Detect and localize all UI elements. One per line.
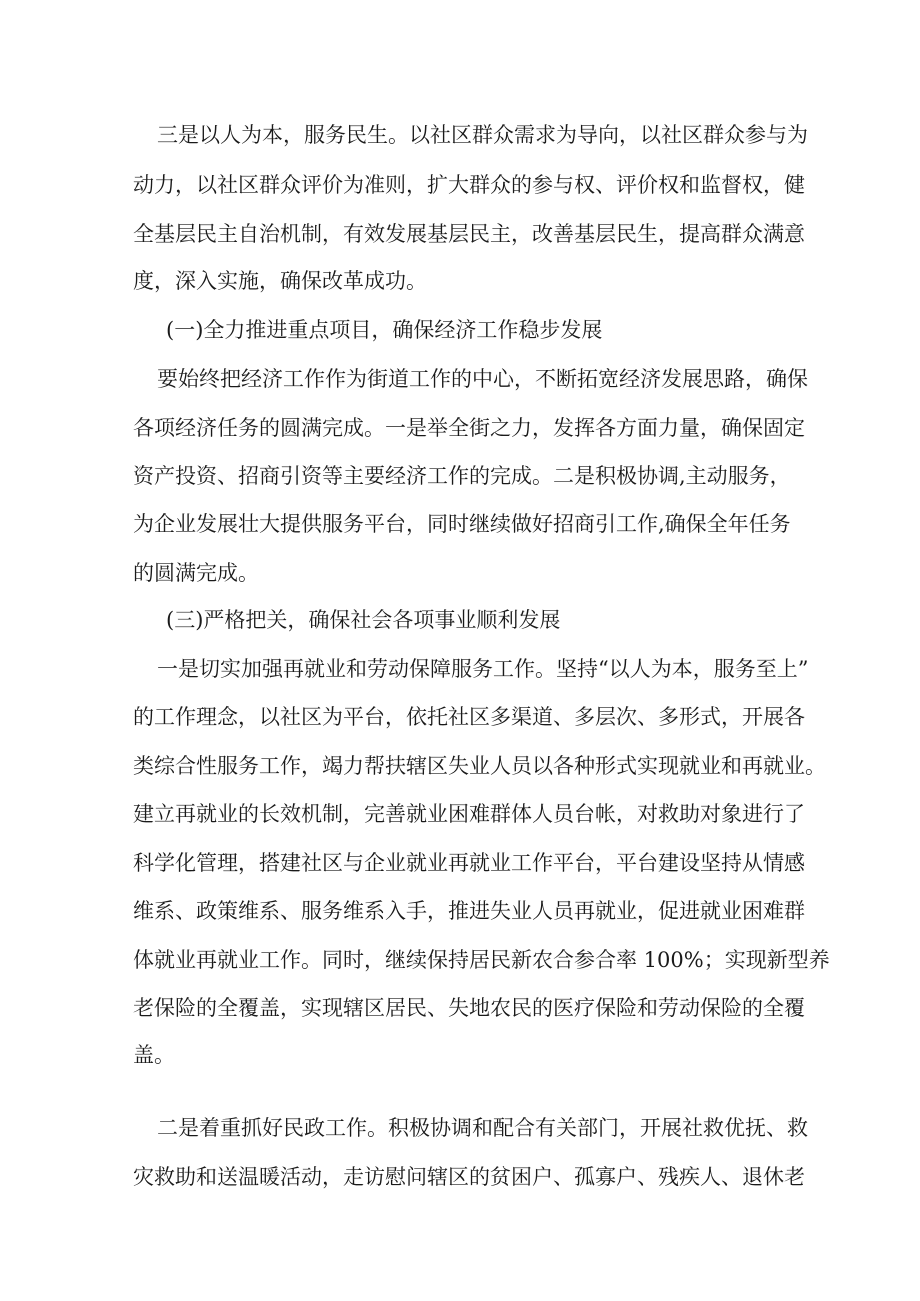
text-line: 的圆满完成。 — [133, 561, 259, 585]
text-line: 灾救助和送温暖活动，走访慰问辖区的贫困户、孤寡户、残疾人、退休老 — [133, 1165, 805, 1189]
text-line: 各项经济任务的圆满完成。一是举全街之力，发挥各方面力量，确保固定 — [133, 416, 805, 440]
text-line: 科学化管理，搭建社区与企业就业再就业工作平台，平台建设坚持从情感 — [133, 851, 805, 875]
text-line: 一是切实加强再就业和劳动保障服务工作。坚持“以人为本，服务至上” — [157, 657, 809, 681]
text-line: 的工作理念，以社区为平台，依托社区多渠道、多层次、多形式，开展各 — [133, 705, 805, 729]
text-line: 二是着重抓好民政工作。积极协调和配合有关部门，开展社救优抚、救 — [157, 1116, 808, 1140]
text-line: 类综合性服务工作，竭力帮扶辖区失业人员以各种形式实现就业和再就业。 — [133, 754, 826, 778]
text-line: 为企业发展壮大提供服务平台，同时继续做好招商引工作,确保全年任务 — [133, 512, 791, 536]
text-line: 资产投资、招商引资等主要经济工作的完成。二是积极协调,主动服务， — [133, 464, 791, 488]
text-line: 盖。 — [133, 1043, 175, 1067]
section-heading-social: (三)严格把关，确保社会各项事业顺利发展 — [166, 608, 561, 632]
text-line: 老保险的全覆盖，实现辖区居民、失地农民的医疗保险和劳动保险的全覆 — [133, 996, 805, 1020]
text-line: 维系、政策维系、服务维系入手，推进失业人员再就业，促进就业困难群 — [133, 899, 805, 923]
text-line: 全基层民主自治机制，有效发展基层民主，改善基层民生，提高群众满意 — [133, 222, 805, 246]
text-line: 度，深入实施，确保改革成功。 — [133, 269, 427, 293]
text-line: 动力，以社区群众评价为准则，扩大群众的参与权、评价权和监督权，健 — [133, 173, 805, 197]
section-heading-economy: (一)全力推进重点项目，确保经济工作稳步发展 — [166, 318, 603, 342]
text-line: 体就业再就业工作。同时，继续保持居民新农合参合率 100%；实现新型养 — [133, 948, 830, 972]
text-line: 要始终把经济工作作为街道工作的中心，不断拓宽经济发展思路，确保 — [157, 367, 808, 391]
text-line: 三是以人为本，服务民生。以社区群众需求为导向，以社区群众参与为 — [157, 123, 808, 147]
text-line: 建立再就业的长效机制，完善就业困难群体人员台帐，对救助对象进行了 — [133, 802, 805, 826]
